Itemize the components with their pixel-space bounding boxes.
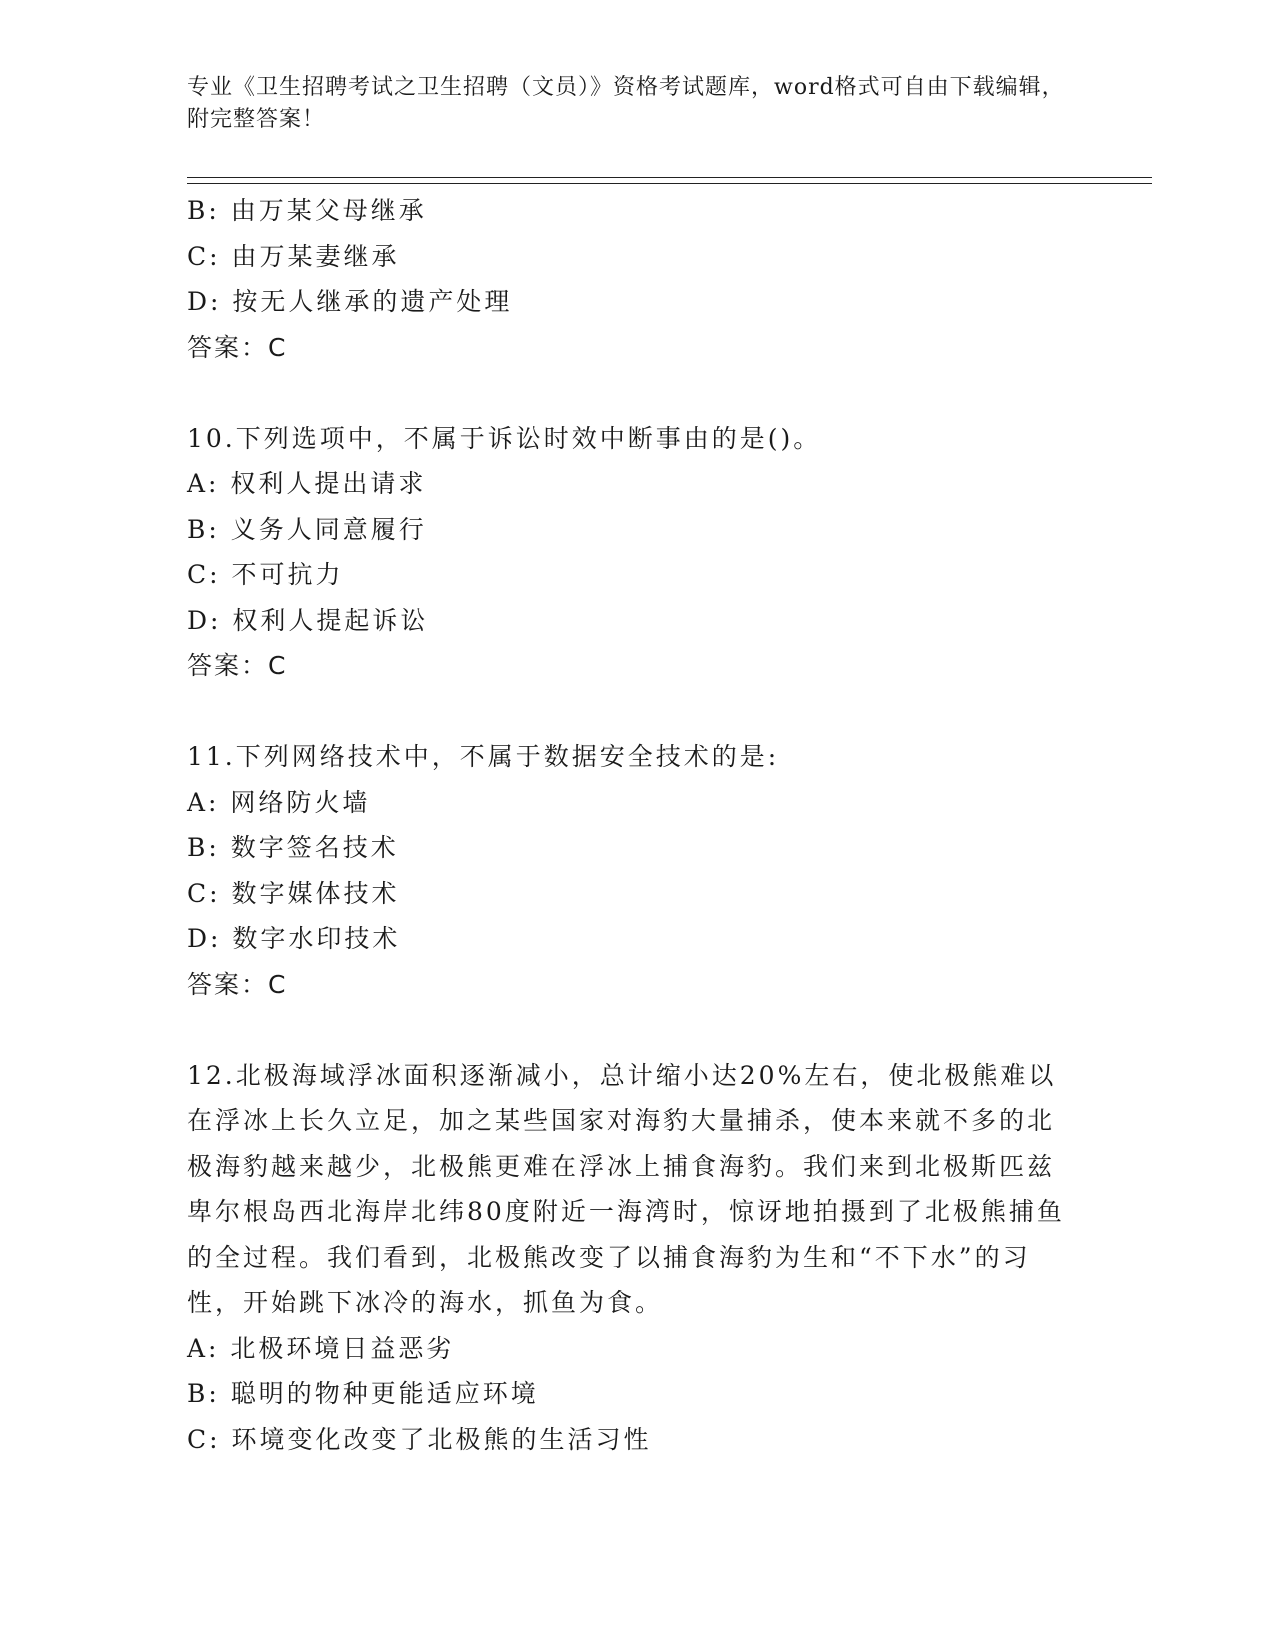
q10-option-d: D: 权利人提起诉讼 [187, 605, 429, 635]
q11-option-d: D: 数字水印技术 [187, 924, 401, 953]
q12-option-b: B: 聪明的物种更能适应环境 [187, 1379, 539, 1408]
question-10-text: 10.下列选项中，不属于诉讼时效中断事由的是()。 [187, 423, 822, 453]
header-divider-bottom [187, 183, 1152, 184]
option-c: C: 由万某妻继承 [187, 241, 400, 271]
answer-text: 答案：C [187, 332, 288, 362]
q11-option-a: A: 网络防火墙 [187, 787, 371, 817]
document-header: 专业《卫生招聘考试之卫生招聘（文员）》资格考试题库，word格式可自由下载编辑，附完整答案！ [187, 75, 1065, 132]
q11-option-c: C: 数字媒体技术 [187, 878, 400, 908]
option-d: D: 按无人继承的遗产处理 [187, 287, 513, 316]
question-content [187, 188, 1087, 1462]
q10-option-a: A: 权利人提出请求 [187, 469, 427, 498]
q12-option-c: C: 环境变化改变了北极熊的生活习性 [187, 1424, 652, 1454]
q10-option-b: B: 义务人同意履行 [187, 514, 427, 544]
q12-option-a: A: 北极环境日益恶劣 [187, 1333, 455, 1363]
q10-option-c: C: 不可抗力 [187, 560, 344, 589]
option-b: B: 由万某父母继承 [187, 196, 427, 225]
question-11-text: 11.下列网络技术中，不属于数据安全技术的是: [187, 742, 780, 771]
spacer [187, 370, 1087, 416]
q11-answer: 答案：C [187, 969, 288, 999]
q10-answer: 答案：C [187, 651, 288, 680]
spacer [187, 689, 1087, 735]
q11-option-b: B: 数字签名技术 [187, 833, 399, 862]
question-12-text: 12.北极海域浮冰面积逐渐减小，总计缩小达20%左右，使北极熊难以在浮冰上长久立足，加之某些国家对海豹大量捕杀，使本来就不多的北极海豹越来越少，北极熊更难在浮冰上捕食海豹。我们来到北极斯匹兹卑尔根岛西北海岸北纬80度附近一海湾时，惊讶地拍摄到了北极熊捕鱼的全过程。我们看到，北极熊改变了以捕食海豹为生和“不下水”的习性，开始跳下冰冷的海水，抓鱼为食。 [187, 1060, 1065, 1317]
header-divider-top [187, 177, 1152, 178]
spacer [187, 1007, 1087, 1053]
